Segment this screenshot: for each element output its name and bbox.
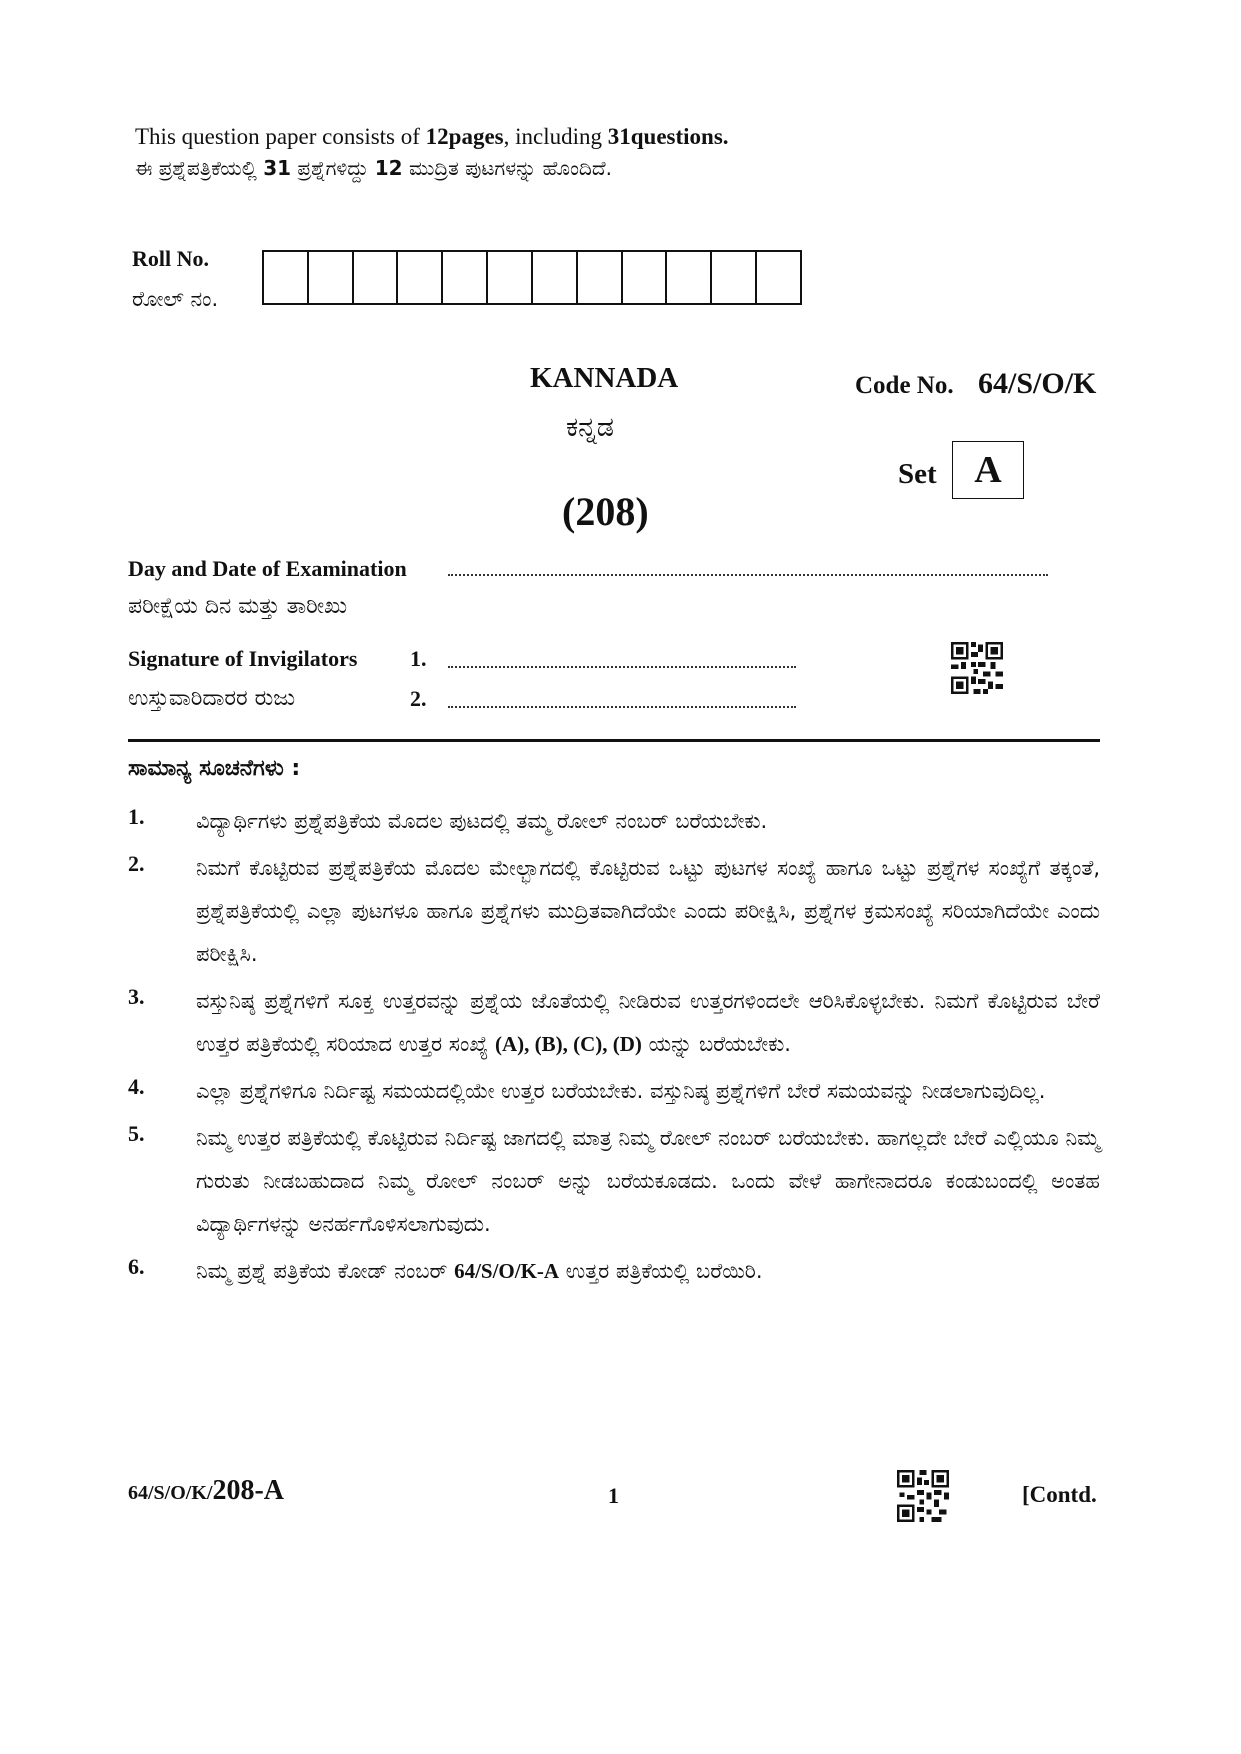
item-text [196, 980, 1100, 1066]
roll-box[interactable] [533, 252, 578, 303]
footer-paper-code [128, 1475, 284, 1507]
item-text: ವಿದ್ಯಾರ್ಥಿಗಳು ಪ್ರಶ್ನೆಪತ್ರಿಕೆಯ ಮೊದಲ ಪುಟದಲ್ಲಿ ತಮ್ಮ ರೋಲ್ ನಂಬರ್ ಬರೆಯಬೇಕು. [196, 809, 768, 833]
item-number: 3. [128, 984, 145, 1009]
list-item [128, 1070, 1100, 1113]
section-divider [128, 739, 1100, 742]
invigilator-number-2: 2. [410, 686, 427, 711]
item-text: ನಿಮಗೆ ಕೊಟ್ಟಿರುವ ಪ್ರಶ್ನೆಪತ್ರಿಕೆಯ ಮೊದಲ ಮೇಲ್ಭಾಗದಲ್ಲಿ ಕೊಟ್ಟಿರುವ ಒಟ್ಟು ಪುಟಗಳ ಸಂಖ್ಯೆ ಹಾಗೂ ಒಟ್ಟು ಪ್ರಶ್ನೆಗಳ ಸಂಖ್ಯೆಗೆ ತಕ್ಕಂತೆ, ಪ್ರಶ್ನೆಪತ್ರಿಕೆಯಲ್ಲಿ ಎಲ್ಲಾ ಪುಟಗಳೂ ಹಾಗೂ ಪ್ರಶ್ನೆಗಳು ಮುದ್ರಿತವಾಗಿದೆಯೇ ಎಂದು ಪರೀಕ್ಷಿಸಿ, ಪ್ರಶ್ನೆಗಳ ಕ್ರಮಸಂಖ್ಯೆ ಸರಿಯಾಗಿದೆಯೇ ಎಂದು ಪರೀಕ್ಷಿಸಿ. [196, 856, 1100, 966]
instructions-list [128, 800, 1100, 1297]
invigilator-number-1: 1. [410, 646, 427, 671]
item-text-b: ಉತ್ತರ ಪತ್ರಿಕೆಯಲ್ಲಿ ಬರೆಯಿರಿ. [559, 1259, 763, 1283]
roll-box[interactable] [757, 252, 800, 303]
list-item [128, 1117, 1100, 1246]
paper-code: 64/S/O/K-A [454, 1259, 560, 1283]
exam-date-label-en: Day and Date of Examination [128, 556, 407, 581]
set-value-box: A [952, 441, 1024, 499]
roll-box[interactable] [398, 252, 443, 303]
list-item [128, 980, 1100, 1066]
item-number: 4. [128, 1074, 145, 1099]
roll-box[interactable] [578, 252, 623, 303]
roll-label-en: Roll No. [132, 246, 209, 271]
intro-kn-mid: ಪ್ರಶ್ನೆಗಳಿದ್ದು [291, 156, 375, 180]
item-number: 1. [128, 804, 145, 829]
invigilator-signature-field-2[interactable] [448, 706, 796, 708]
intro-kn-questions: 31 [263, 156, 292, 180]
instructions-title: ಸಾಮಾನ್ಯ ಸೂಚನೆಗಳು : [128, 756, 301, 781]
code-no-label: Code No. [855, 372, 954, 399]
list-item [128, 1250, 1100, 1293]
answer-options: (A), (B), (C), (D) [494, 1032, 642, 1056]
roll-box[interactable] [667, 252, 712, 303]
roll-box[interactable] [712, 252, 757, 303]
intro-english [135, 124, 729, 150]
intro-kn-prefix: ಈ ಪ್ರಶ್ನೆಪತ್ರಿಕೆಯಲ್ಲಿ [135, 156, 264, 180]
roll-label-kn: ರೋಲ್ ನಂ. [132, 287, 219, 311]
list-item [128, 800, 1100, 843]
intro-kn-pages: 12 [374, 156, 403, 180]
intro-en-questions: 31questions. [607, 124, 729, 149]
item-number: 2. [128, 851, 145, 876]
exam-date-field[interactable] [448, 574, 1048, 576]
subject-name-kn: ಕನ್ನಡ [566, 412, 615, 443]
invigilator-label-kn: ಉಸ್ತುವಾರಿದಾರರ ರುಜು [128, 686, 296, 711]
item-text [196, 1250, 1100, 1293]
item-text: ಎಲ್ಲಾ ಪ್ರಶ್ನೆಗಳಿಗೂ ನಿರ್ದಿಷ್ಟ ಸಮಯದಲ್ಲಿಯೇ ಉತ್ತರ ಬರೆಯಬೇಕು. ವಸ್ತುನಿಷ್ಠ ಪ್ರಶ್ನೆಗಳಿಗೆ ಬೇರೆ ಸಮಯವನ್ನು ನೀಡಲಾಗುವುದಿಲ್ಲ. [196, 1079, 1046, 1103]
code-no-value: 64/S/O/K [978, 367, 1097, 400]
page-number: 1 [608, 1483, 619, 1508]
subject-name-en: KANNADA [530, 362, 679, 394]
continued-label: [Contd. [1022, 1482, 1097, 1507]
roll-box[interactable] [264, 252, 309, 303]
item-number: 6. [128, 1254, 145, 1279]
item-number: 5. [128, 1121, 145, 1146]
invigilator-label-en: Signature of Invigilators [128, 646, 358, 671]
intro-en-pages: 12pages [425, 124, 504, 149]
intro-kannada [135, 156, 612, 180]
list-item [128, 847, 1100, 976]
exam-date-label-kn: ಪರೀಕ್ಷೆಯ ದಿನ ಮತ್ತು ತಾರೀಖು [128, 594, 348, 619]
roll-number-boxes[interactable] [262, 250, 802, 305]
intro-en-mid: , including [503, 124, 608, 149]
item-text-a: ವಸ್ತುನಿಷ್ಠ ಪ್ರಶ್ನೆಗಳಿಗೆ ಸೂಕ್ತ ಉತ್ತರವನ್ನು ಪ್ರಶ್ನೆಯ ಜೊತೆಯಲ್ಲಿ ನೀಡಿರುವ ಉತ್ತರಗಳಿಂದಲೇ ಆರಿಸಿಕೊಳ್ಳಬೇಕು. ನಿಮಗೆ ಕೊಟ್ಟಿರುವ ಬೇರೆ ಉತ್ತರ ಪತ್ರಿಕೆಯಲ್ಲಿ ಸರಿಯಾದ ಉತ್ತರ ಸಂಖ್ಯೆ [196, 989, 1100, 1056]
qr-code-icon [951, 642, 1003, 694]
invigilator-signature-field-1[interactable] [448, 666, 796, 668]
roll-box[interactable] [623, 252, 668, 303]
intro-en-prefix: This question paper consists of [135, 124, 426, 149]
roll-box[interactable] [488, 252, 533, 303]
item-text: ನಿಮ್ಮ ಉತ್ತರ ಪತ್ರಿಕೆಯಲ್ಲಿ ಕೊಟ್ಟಿರುವ ನಿರ್ದಿಷ್ಟ ಜಾಗದಲ್ಲಿ ಮಾತ್ರ ನಿಮ್ಮ ರೋಲ್ ನಂಬರ್ ಬರೆಯಬೇಕು. ಹಾಗಲ್ಲದೇ ಬೇರೆ ಎಲ್ಲಿಯೂ ನಿಮ್ಮ ಗುರುತು ನೀಡಬಹುದಾದ ನಿಮ್ಮ ರೋಲ್ ನಂಬರ್ ಅನ್ನು ಬರೆಯಕೂಡದು. ಒಂದು ವೇಳೆ ಹಾಗೇನಾದರೂ ಕಂಡುಬಂದಲ್ಲಿ ಅಂತಹ ವಿದ್ಯಾರ್ಥಿಗಳನ್ನು ಅನರ್ಹಗೊಳಿಸಲಾಗುವುದು. [196, 1126, 1100, 1236]
subject-code: (208) [562, 489, 649, 534]
set-label: Set [898, 458, 937, 490]
roll-box[interactable] [309, 252, 354, 303]
roll-box[interactable] [443, 252, 488, 303]
qr-code-icon [897, 1470, 949, 1522]
footer-code-main: 208-A [212, 1475, 285, 1506]
footer-code-prefix: 64/S/O/K/ [128, 1482, 213, 1504]
item-text-a: ನಿಮ್ಮ ಪ್ರಶ್ನೆ ಪತ್ರಿಕೆಯ ಕೋಡ್ ನಂಬರ್ [196, 1259, 455, 1283]
intro-kn-suffix: ಮುದ್ರಿತ ಪುಟಗಳನ್ನು ಹೊಂದಿದೆ. [402, 156, 612, 180]
roll-box[interactable] [354, 252, 399, 303]
item-text-b: ಯನ್ನು ಬರೆಯಬೇಕು. [641, 1032, 791, 1056]
